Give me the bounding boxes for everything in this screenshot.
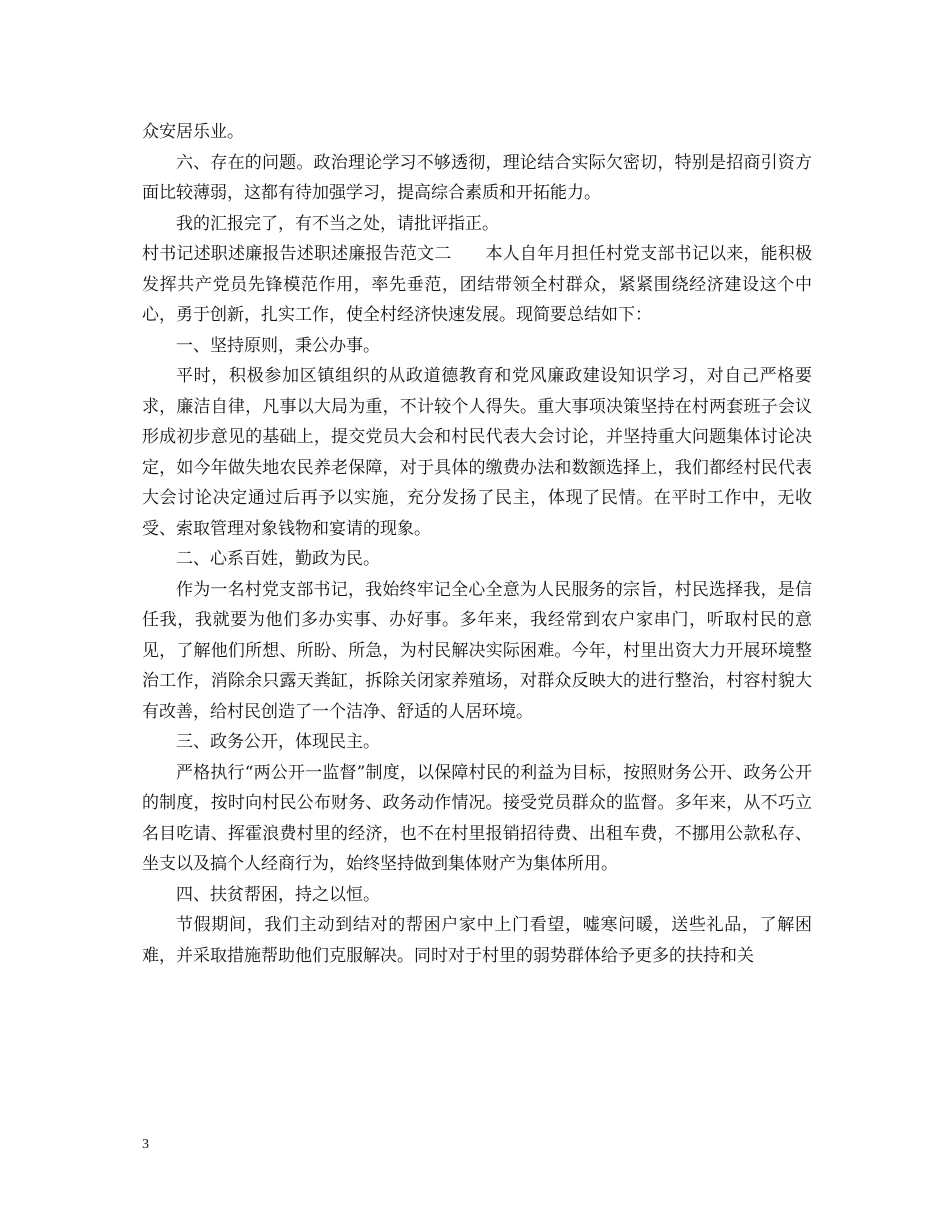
section-heading-1: 一、坚持原则，秉公办事。 [176, 335, 380, 356]
paragraph-section-2: 作为一名村党支部书记，我始终牢记全心全意为人民服务的宗旨，村民选择我，是信任我，我就要为他们多办实事、办好事。多年来，我经常到农户家串门，听取村民的意见，了解他们所想、所盼、所急，为村民解决实际困难。今年，村里出资大力开展环境整治工作，消除余只露天粪缸，拆除关闭家养殖场，对群众反映大的进行整治，村容村貌大有改善，给村民创造了一个洁净、舒适的人居环境。 [142, 579, 812, 722]
section-heading-2: 二、心系百姓，勤政为民。 [176, 549, 380, 569]
report-intro-text: 本人自年月担任村党支部书记以来，能积极发挥共产党员先锋模范作用，率先垂范，团结带领全村群众，紧紧围绕经济建设这个中心，勇于创新，扎实工作，使全村经济快速发展。现简要总结如下： [142, 244, 812, 325]
page-number: 3 [142, 1137, 149, 1152]
report-title: 村书记述职述廉报告述职述廉报告范文二 [142, 244, 452, 264]
paragraph-section-4: 节假期间，我们主动到结对的帮困户家中上门看望，嘘寒问暖，送些礼品，了解困难，并采取措施帮助他们克服解决。同时对于村里的弱势群体给予更多的扶持和关 [142, 915, 812, 966]
paragraph-report-intro [142, 239, 812, 331]
paragraph-closing: 我的汇报完了，有不当之处，请批评指正。 [176, 213, 499, 234]
document-body [142, 117, 812, 971]
paragraph-continuation: 众安居乐业。 [142, 122, 244, 142]
paragraph-issues: 六、存在的问题。政治理论学习不够透彻，理论结合实际欠密切，特别是招商引资方面比较薄弱，这都有待加强学习，提高综合素质和开拓能力。 [142, 152, 812, 203]
paragraph-section-3: 严格执行“两公开一监督”制度，以保障村民的利益为目标，按照财务公开、政务公开的制度，按时向村民公布财务、政务动作情况。接受党员群众的监督。多年来，从不巧立名目吃请、挥霍浪费村里的经济，也不在村里报销招待费、出租车费，不挪用公款私存、坐支以及搞个人经商行为，始终坚持做到集体财产为集体所用。 [142, 762, 812, 874]
paragraph-section-1: 平时，积极参加区镇组织的从政道德教育和党风廉政建设知识学习，对自己严格要求，廉洁自律，凡事以大局为重，不计较个人得失。重大事项决策坚持在村两套班子会议形成初步意见的基础上，提交党员大会和村民代表大会讨论，并坚持重大问题集体讨论决定，如今年做失地农民养老保障，对于具体的缴费办法和数额选择上，我们都经村民代表大会讨论决定通过后再予以实施，充分发扬了民主，体现了民情。在平时工作中，无收受、索取管理对象钱物和宴请的现象。 [142, 366, 812, 539]
section-heading-4: 四、扶贫帮困，持之以恒。 [176, 884, 380, 905]
section-heading-3: 三、政务公开，体现民主。 [176, 732, 380, 752]
